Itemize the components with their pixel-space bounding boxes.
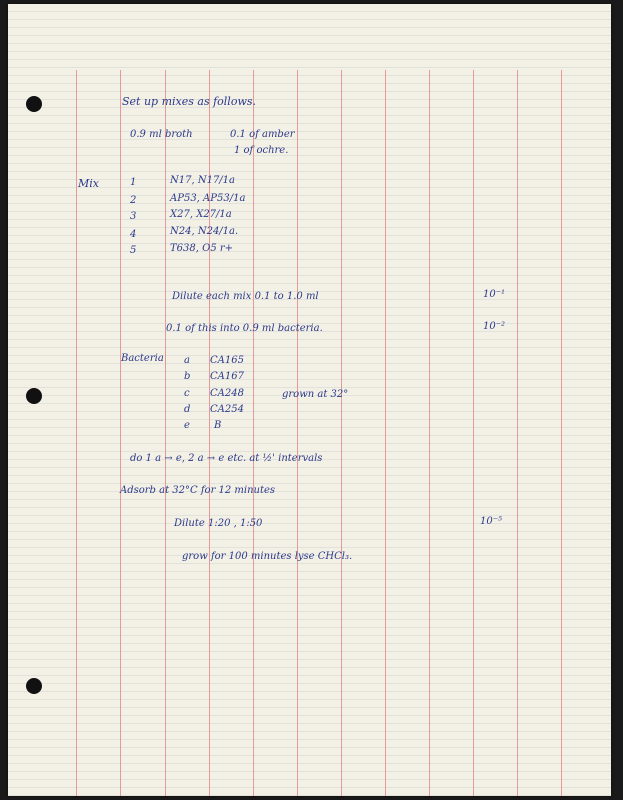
exponent-2: 10⁻² [483,321,506,332]
column-rule [253,70,254,796]
punch-hole [26,678,42,694]
bacteria-strain: CA165 [210,355,244,366]
broth-text: 0.9 ml broth [130,129,193,140]
dilute-step-2: 0.1 of this into 0.9 ml bacteria. [166,323,323,334]
mix-number: 5 [130,245,137,256]
dilute-step-3: Dilute 1:20 , 1:50 [174,518,263,529]
column-rule [297,70,298,796]
punch-hole [26,388,42,404]
bacteria-strain: CA254 [210,404,244,415]
heading-text: Set up mixes as follows. [122,95,256,108]
dilute-step-1: Dilute each mix 0.1 to 1.0 ml [172,291,319,302]
bacteria-key: b [184,371,191,382]
mix-label: Mix [78,177,99,190]
bacteria-key: c [184,388,190,399]
mix-number: 4 [130,229,137,240]
bacteria-strain: B [214,420,222,431]
bacteria-label: Bacteria [121,353,164,364]
mix-strains: N17, N17/1a [170,175,235,186]
bacteria-strain: CA167 [210,371,244,382]
margin-rule [76,70,77,796]
exponent-3: 10⁻⁵ [480,516,503,527]
bacteria-key: d [184,404,191,415]
column-rule [517,70,518,796]
mix-strains: N24, N24/1a. [170,226,239,237]
bacteria-strain: CA248 [210,388,244,399]
notebook-page [8,4,611,796]
mix-number: 2 [130,195,137,206]
mix-strains: AP53, AP53/1a [170,193,246,204]
exponent-1: 10⁻¹ [483,289,506,300]
column-rule [561,70,562,796]
column-rule [385,70,386,796]
adsorb-line: Adsorb at 32°C for 12 minutes [120,485,276,496]
mix-strains: X27, X27/1a [170,209,232,220]
mix-number: 3 [130,211,137,222]
bacteria-key: e [184,420,190,431]
ochre-text: 1 of ochre. [234,145,289,156]
grown-temperature: grown at 32° [282,389,349,400]
column-rule [341,70,342,796]
mix-number: 1 [130,177,137,188]
column-rule [165,70,166,796]
margin-rule [120,70,121,796]
grow-line: grow for 100 minutes lyse CHCl₃. [182,551,353,562]
bacteria-key: a [184,355,190,366]
do-line: do 1 a → e, 2 a → e etc. at ½' intervals [130,453,323,464]
punch-hole [26,96,42,112]
amber-text: 0.1 of amber [230,129,295,140]
mix-strains: T638, O5 r+ [170,243,234,254]
column-rule [473,70,474,796]
column-rule [429,70,430,796]
